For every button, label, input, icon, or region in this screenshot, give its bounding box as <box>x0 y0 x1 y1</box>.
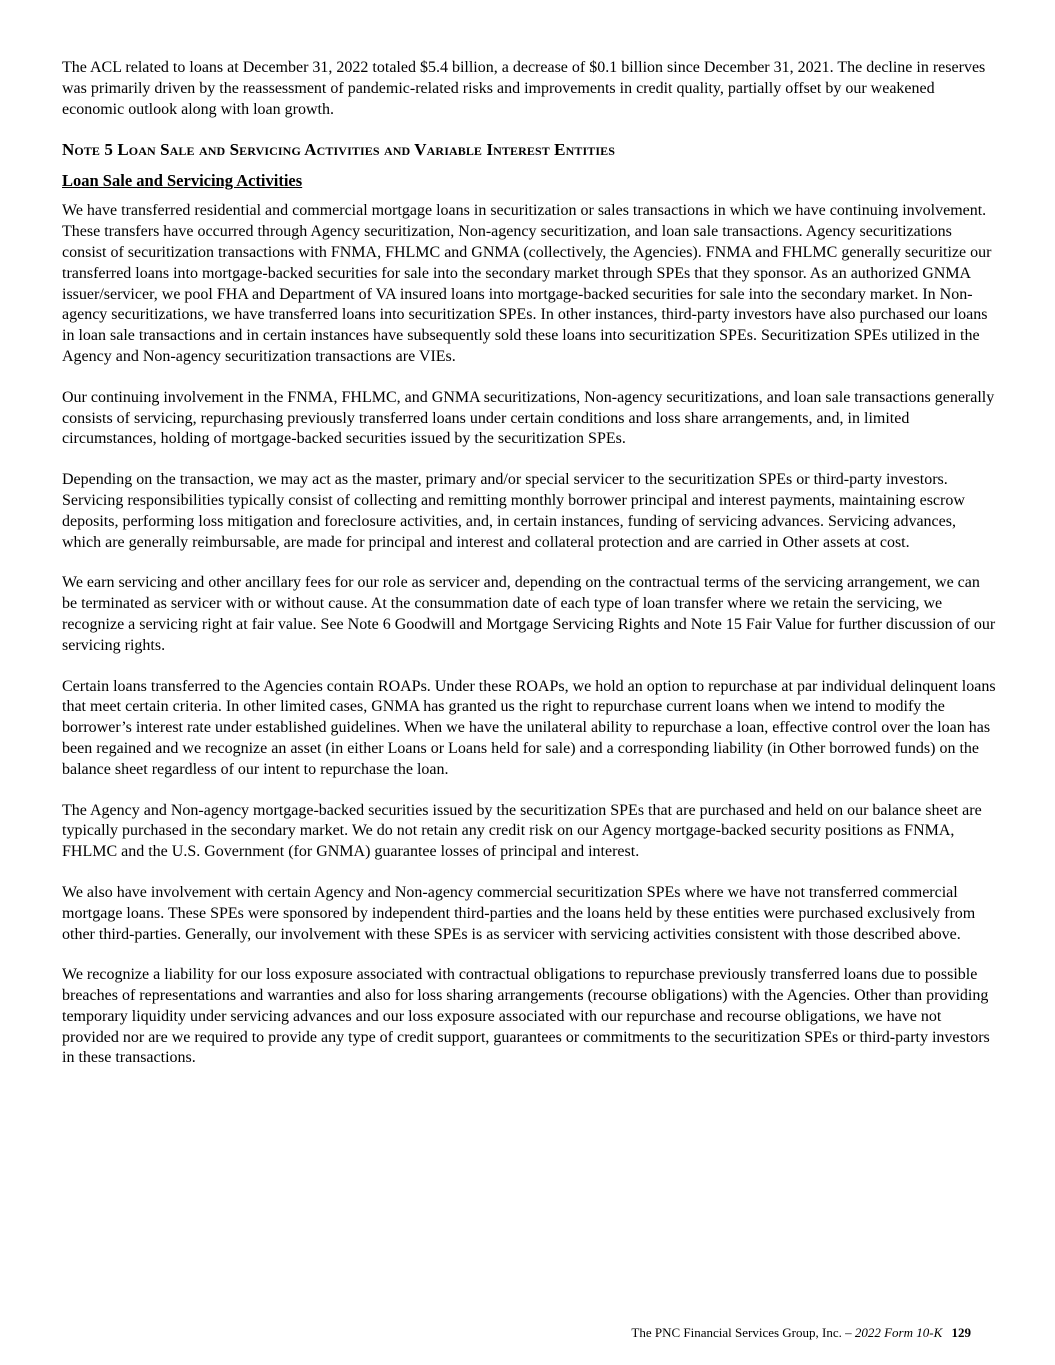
paragraph-servicing-fees: We earn servicing and other ancillary fees for our role as servicer and, depending on the contractual terms of the servicing arrangement, we can be terminated as servicer with or without cause. At the consummation date of each type of loan transfer where we retain the servicing, we recognize a servicing right at fair value. See Note 6 Goodwill and Mortgage Servicing Rights and Note 15 Fair Value for further discussion of our servicing rights. <box>62 574 996 654</box>
document-page <box>62 58 997 1089</box>
paragraph-servicer-role: Depending on the transaction, we may act as the master, primary and/or special servicer to the securitization SPEs or third-party investors. Servicing responsibilities typically consist of collecting and remitting monthly borrower principal and interest payments, maintaining escrow deposits, performing loss mitigation and foreclosure activities, and, in certain instances, funding of servicing advances. Servicing advances, which are generally reimbursable, are made for principal and interest and collateral protection and are carried in Other assets at cost. <box>62 471 965 551</box>
paragraph-mbs: The Agency and Non-agency mortgage-backed securities issued by the securitization SPEs that are purchased and held on our balance sheet are typically purchased in the secondary market. We do not retain any credit risk on our Agency mortgage-backed security positions as FNMA, FHLMC and the U.S. Government (for GNMA) guarantee losses of principal and interest. <box>62 801 982 861</box>
paragraph-continuing-involvement: Our continuing involvement in the FNMA, FHLMC, and GNMA securitizations, Non-agency securitizations, and loan sale transactions generally consists of servicing, repurchasing previously transferred loans under certain conditions and loss share arrangements, and, in limited circumstances, holding of mortgage-backed securities issued by the securitization SPEs. <box>62 388 995 448</box>
note-heading: Note 5 Loan Sale and Servicing Activities and Variable Interest Entities <box>62 140 616 160</box>
intro-paragraph: The ACL related to loans at December 31, 2022 totaled $5.4 billion, a decrease of $0.1 billion since December 31, 2021. The decline in reserves was primarily driven by the reassessment of pandemic-related risks and improvements in credit quality, partially offset by our weakened economic outlook along with loan growth. <box>62 59 986 118</box>
paragraph-roaps: Certain loans transferred to the Agencies contain ROAPs. Under these ROAPs, we hold an option to repurchase at par individual delinquent loans that meet certain criteria. In other limited cases, GNMA has granted us the right to repurchase current loans when we intend to modify the borrower’s interest rate under established guidelines. When we have the unilateral ability to repurchase a loan, effective control over the loan has been regained and we recognize an asset (in either Loans or Loans held for sale) and a corresponding liability (in Other borrowed funds) on the balance sheet regardless of our intent to repurchase the loan. <box>62 677 996 778</box>
footer-page-number: 129 <box>951 1325 971 1340</box>
paragraph-transfers: We have transferred residential and commercial mortgage loans in securitization or sales transactions in which we have continuing involvement. These transfers have occurred through Agency securitization, Non-agency securitization, and loan sale transactions. Agency securitizations consist of securitization transactions with FNMA, FHLMC and GNMA (collectively, the Agencies). FNMA and FHLMC generally securitize our transferred loans into mortgage-backed securities for sale into the secondary market through SPEs that they sponsor. As an authorized GNMA issuer/servicer, we pool FHA and Department of VA insured loans into mortgage-backed securities for sale into the secondary market. In Non-agency securitizations, we have transferred loans into securitization SPEs. In other instances, third-party investors have also purchased our loans in loan sale transactions and in certain instances have subsequently sold these loans into securitization SPEs. Securitization SPEs utilized in the Agency and Non-agency securitization transactions are VIEs. <box>62 202 992 365</box>
page-footer <box>631 1324 971 1342</box>
footer-company: The PNC Financial Services Group, Inc. – <box>631 1325 852 1340</box>
paragraph-liability: We recognize a liability for our loss exposure associated with contractual obligations to repurchase previously transferred loans due to possible breaches of representations and warranties and also for loss sharing arrangements (recourse obligations) with the Agencies. Other than providing temporary liquidity under servicing advances and our loss exposure associated with our repurchase and recourse obligations, we have not provided nor are we required to provide any type of credit support, guarantees or commitments to the securitization SPEs or third-party investors in these transactions. <box>62 966 990 1067</box>
section-heading: Loan Sale and Servicing Activities <box>62 171 303 191</box>
footer-form: 2022 Form 10-K <box>854 1325 943 1340</box>
paragraph-commercial-spes: We also have involvement with certain Agency and Non-agency commercial securitization SPEs where we have not transferred commercial mortgage loans. These SPEs were sponsored by independent third-parties and the loans held by these entities were purchased exclusively from other third-parties. Generally, our involvement with these SPEs is as servicer with servicing activities consistent with those described above. <box>62 883 976 943</box>
